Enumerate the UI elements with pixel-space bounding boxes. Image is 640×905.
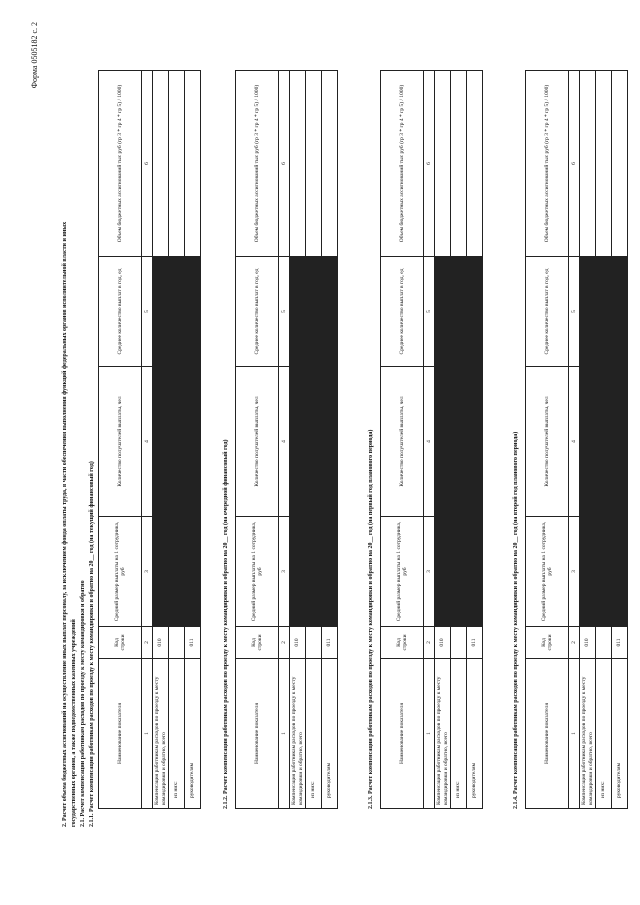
value-cell[interactable] [290,257,306,367]
value-cell[interactable] [185,367,201,517]
column-number-cell: 4 [424,367,435,517]
header-cell: Средний размер выплаты на 1 сотрудника, руб [99,517,142,627]
table-row [451,71,467,809]
value-cell[interactable] [451,71,467,257]
value-cell[interactable] [596,517,612,627]
value-cell[interactable] [169,517,185,627]
row-label: Компенсация работникам расходов по проезду к месту командировки и обратно, всего [290,659,306,809]
table-row [169,71,185,809]
calc-table-1 [98,70,201,809]
value-cell[interactable] [612,71,628,257]
row-label: Компенсация работникам расходов по проезду к месту командировки и обратно, всего [153,659,169,809]
column-number-cell: 6 [142,71,153,257]
row-label: руководителям [185,659,201,809]
header-cell: Наименование показателя [526,659,569,809]
value-cell[interactable] [185,257,201,367]
value-cell[interactable] [185,517,201,627]
value-cell[interactable] [435,257,451,367]
value-cell[interactable] [306,257,322,367]
header-cell: Средний размер выплаты на 1 сотрудника, руб [381,517,424,627]
value-cell[interactable] [153,71,169,257]
row-label: из них: [306,659,322,809]
column-number-cell: 2 [279,627,290,659]
header-cell: Наименование показателя [236,659,279,809]
header-cell: Код строки [99,627,142,659]
header-cell: Количество получателей выплаты, чел [236,367,279,517]
row-code [451,627,467,659]
row-label: из них: [451,659,467,809]
table-row [467,71,483,809]
header-cell: Код строки [236,627,279,659]
value-cell[interactable] [451,517,467,627]
value-cell[interactable] [306,71,322,257]
row-code [169,627,185,659]
column-number-cell: 5 [279,257,290,367]
row-label: руководителям [322,659,338,809]
value-cell[interactable] [596,71,612,257]
value-cell[interactable] [306,517,322,627]
row-code: 011 [185,627,201,659]
row-label: Компенсация работникам расходов по проезду к месту командировки и обратно, всего [580,659,596,809]
row-label: руководителям [612,659,628,809]
table-row [322,71,338,809]
column-number-cell: 5 [424,257,435,367]
row-label: из них: [596,659,612,809]
column-number-cell: 1 [142,659,153,809]
column-number-cell: 1 [279,659,290,809]
column-number-cell: 1 [569,659,580,809]
table-row [596,71,612,809]
header-cell: Количество получателей выплаты, чел [526,367,569,517]
value-cell[interactable] [612,257,628,367]
table-row [153,71,169,809]
section-title-2: 2.1.2. Расчет компенсации работникам расходов по проезду к месту командировки и обратно на 20__ год (на очередной финансовый год) [223,439,229,809]
column-number-cell: 2 [569,627,580,659]
value-cell[interactable] [467,517,483,627]
header-cell: Количество получателей выплаты, чел [381,367,424,517]
row-code: 010 [153,627,169,659]
section-title-3: 2.1.3. Расчет компенсации работникам расходов по проезду к месту командировки и обратно на 20__ год (на первый год планового периода) [368,429,374,809]
header-cell: Код строки [526,627,569,659]
value-cell[interactable] [467,367,483,517]
calc-table-2 [235,70,338,809]
header-cell: Объем бюджетных ассигнований тыс руб (гр 3 * гр 4 * гр 5) / 1000) [236,71,279,257]
value-cell[interactable] [290,517,306,627]
row-code: 011 [322,627,338,659]
value-cell[interactable] [153,367,169,517]
column-number-cell: 6 [569,71,580,257]
value-cell[interactable] [185,71,201,257]
calc-table-4 [525,70,628,809]
row-code: 011 [612,627,628,659]
main-heading: 2. Расчет объема бюджетных ассигнований на осуществление иных выплат персоналу, за исключением фонда оплаты труда, в части обеспечения выполнения функций федеральных органов исполнительной власти и иных [62,221,68,827]
subheading-2-1-1: 2.1.1. Расчет компенсации работникам расходов по проезду к месту командировки и обратно на 20__ год (на текущий финансовый год) [89,461,95,827]
column-number-cell: 4 [569,367,580,517]
header-cell: Объем бюджетных ассигнований тыс руб (гр 3 * гр 4 * гр 5) / 1000) [99,71,142,257]
header-cell: Наименование показателя [99,659,142,809]
value-cell[interactable] [612,517,628,627]
value-cell[interactable] [290,367,306,517]
value-cell[interactable] [580,517,596,627]
value-cell[interactable] [306,367,322,517]
column-number-cell: 3 [279,517,290,627]
header-cell: Среднее количество выплат в год, ед [381,257,424,367]
column-number-cell: 3 [142,517,153,627]
value-cell[interactable] [435,367,451,517]
value-cell[interactable] [596,367,612,517]
value-cell[interactable] [612,367,628,517]
column-number-cell: 6 [424,71,435,257]
value-cell[interactable] [580,367,596,517]
header-cell: Количество получателей выплаты, чел [99,367,142,517]
row-label: из них: [169,659,185,809]
calc-table-3 [380,70,483,809]
column-number-cell: 2 [424,627,435,659]
table-row [580,71,596,809]
row-code [306,627,322,659]
header-cell: Наименование показателя [381,659,424,809]
table-row [290,71,306,809]
header-cell: Код строки [381,627,424,659]
value-cell[interactable] [467,257,483,367]
value-cell[interactable] [322,367,338,517]
row-code: 011 [467,627,483,659]
row-label: руководителям [467,659,483,809]
header-cell: Среднее количество выплат в год, ед [526,257,569,367]
subheading: 2.1. Расчет компенсации работникам расходов по проезду к месту командировки и обратно [80,580,86,827]
column-number-cell: 5 [142,257,153,367]
row-code: 010 [580,627,596,659]
header-cell: Среднее количество выплат в год, ед [99,257,142,367]
value-cell[interactable] [435,71,451,257]
header-cell: Объем бюджетных ассигнований тыс руб (гр 3 * гр 4 * гр 5) / 1000) [381,71,424,257]
column-number-cell: 1 [424,659,435,809]
value-cell[interactable] [451,367,467,517]
header-cell: Объем бюджетных ассигнований тыс руб (гр 3 * гр 4 * гр 5) / 1000) [526,71,569,257]
value-cell[interactable] [169,257,185,367]
value-cell[interactable] [580,257,596,367]
table-row [306,71,322,809]
column-number-cell: 4 [142,367,153,517]
value-cell[interactable] [322,517,338,627]
value-cell[interactable] [322,257,338,367]
column-number-cell: 4 [279,367,290,517]
value-cell[interactable] [467,71,483,257]
value-cell[interactable] [153,257,169,367]
row-code [596,627,612,659]
header-cell: Средний размер выплаты на 1 сотрудника, руб [526,517,569,627]
value-cell[interactable] [169,71,185,257]
section-title-4: 2.1.4. Расчет компенсации работникам расходов по проезду к месту командировки и обратно на 20__ год (на второй год планового периода) [513,431,519,809]
header-cell: Средний размер выплаты на 1 сотрудника, руб [236,517,279,627]
column-number-cell: 2 [142,627,153,659]
row-label: Компенсация работникам расходов по проезду к месту командировки и обратно, всего [435,659,451,809]
value-cell[interactable] [290,71,306,257]
table-row [435,71,451,809]
value-cell[interactable] [153,517,169,627]
table-row [612,71,628,809]
column-number-cell: 3 [569,517,580,627]
column-number-cell: 5 [569,257,580,367]
value-cell[interactable] [435,517,451,627]
value-cell[interactable] [169,367,185,517]
header-cell: Среднее количество выплат в год, ед [236,257,279,367]
main-heading-cont: государственных органов, а также подведомственных казенных учреждений [71,619,77,827]
column-number-cell: 6 [279,71,290,257]
value-cell[interactable] [451,257,467,367]
row-code: 010 [435,627,451,659]
row-code: 010 [290,627,306,659]
form-label: Форма 0505182 с. 2 [30,22,39,89]
value-cell[interactable] [580,71,596,257]
column-number-cell: 3 [424,517,435,627]
value-cell[interactable] [322,71,338,257]
value-cell[interactable] [596,257,612,367]
table-row [185,71,201,809]
